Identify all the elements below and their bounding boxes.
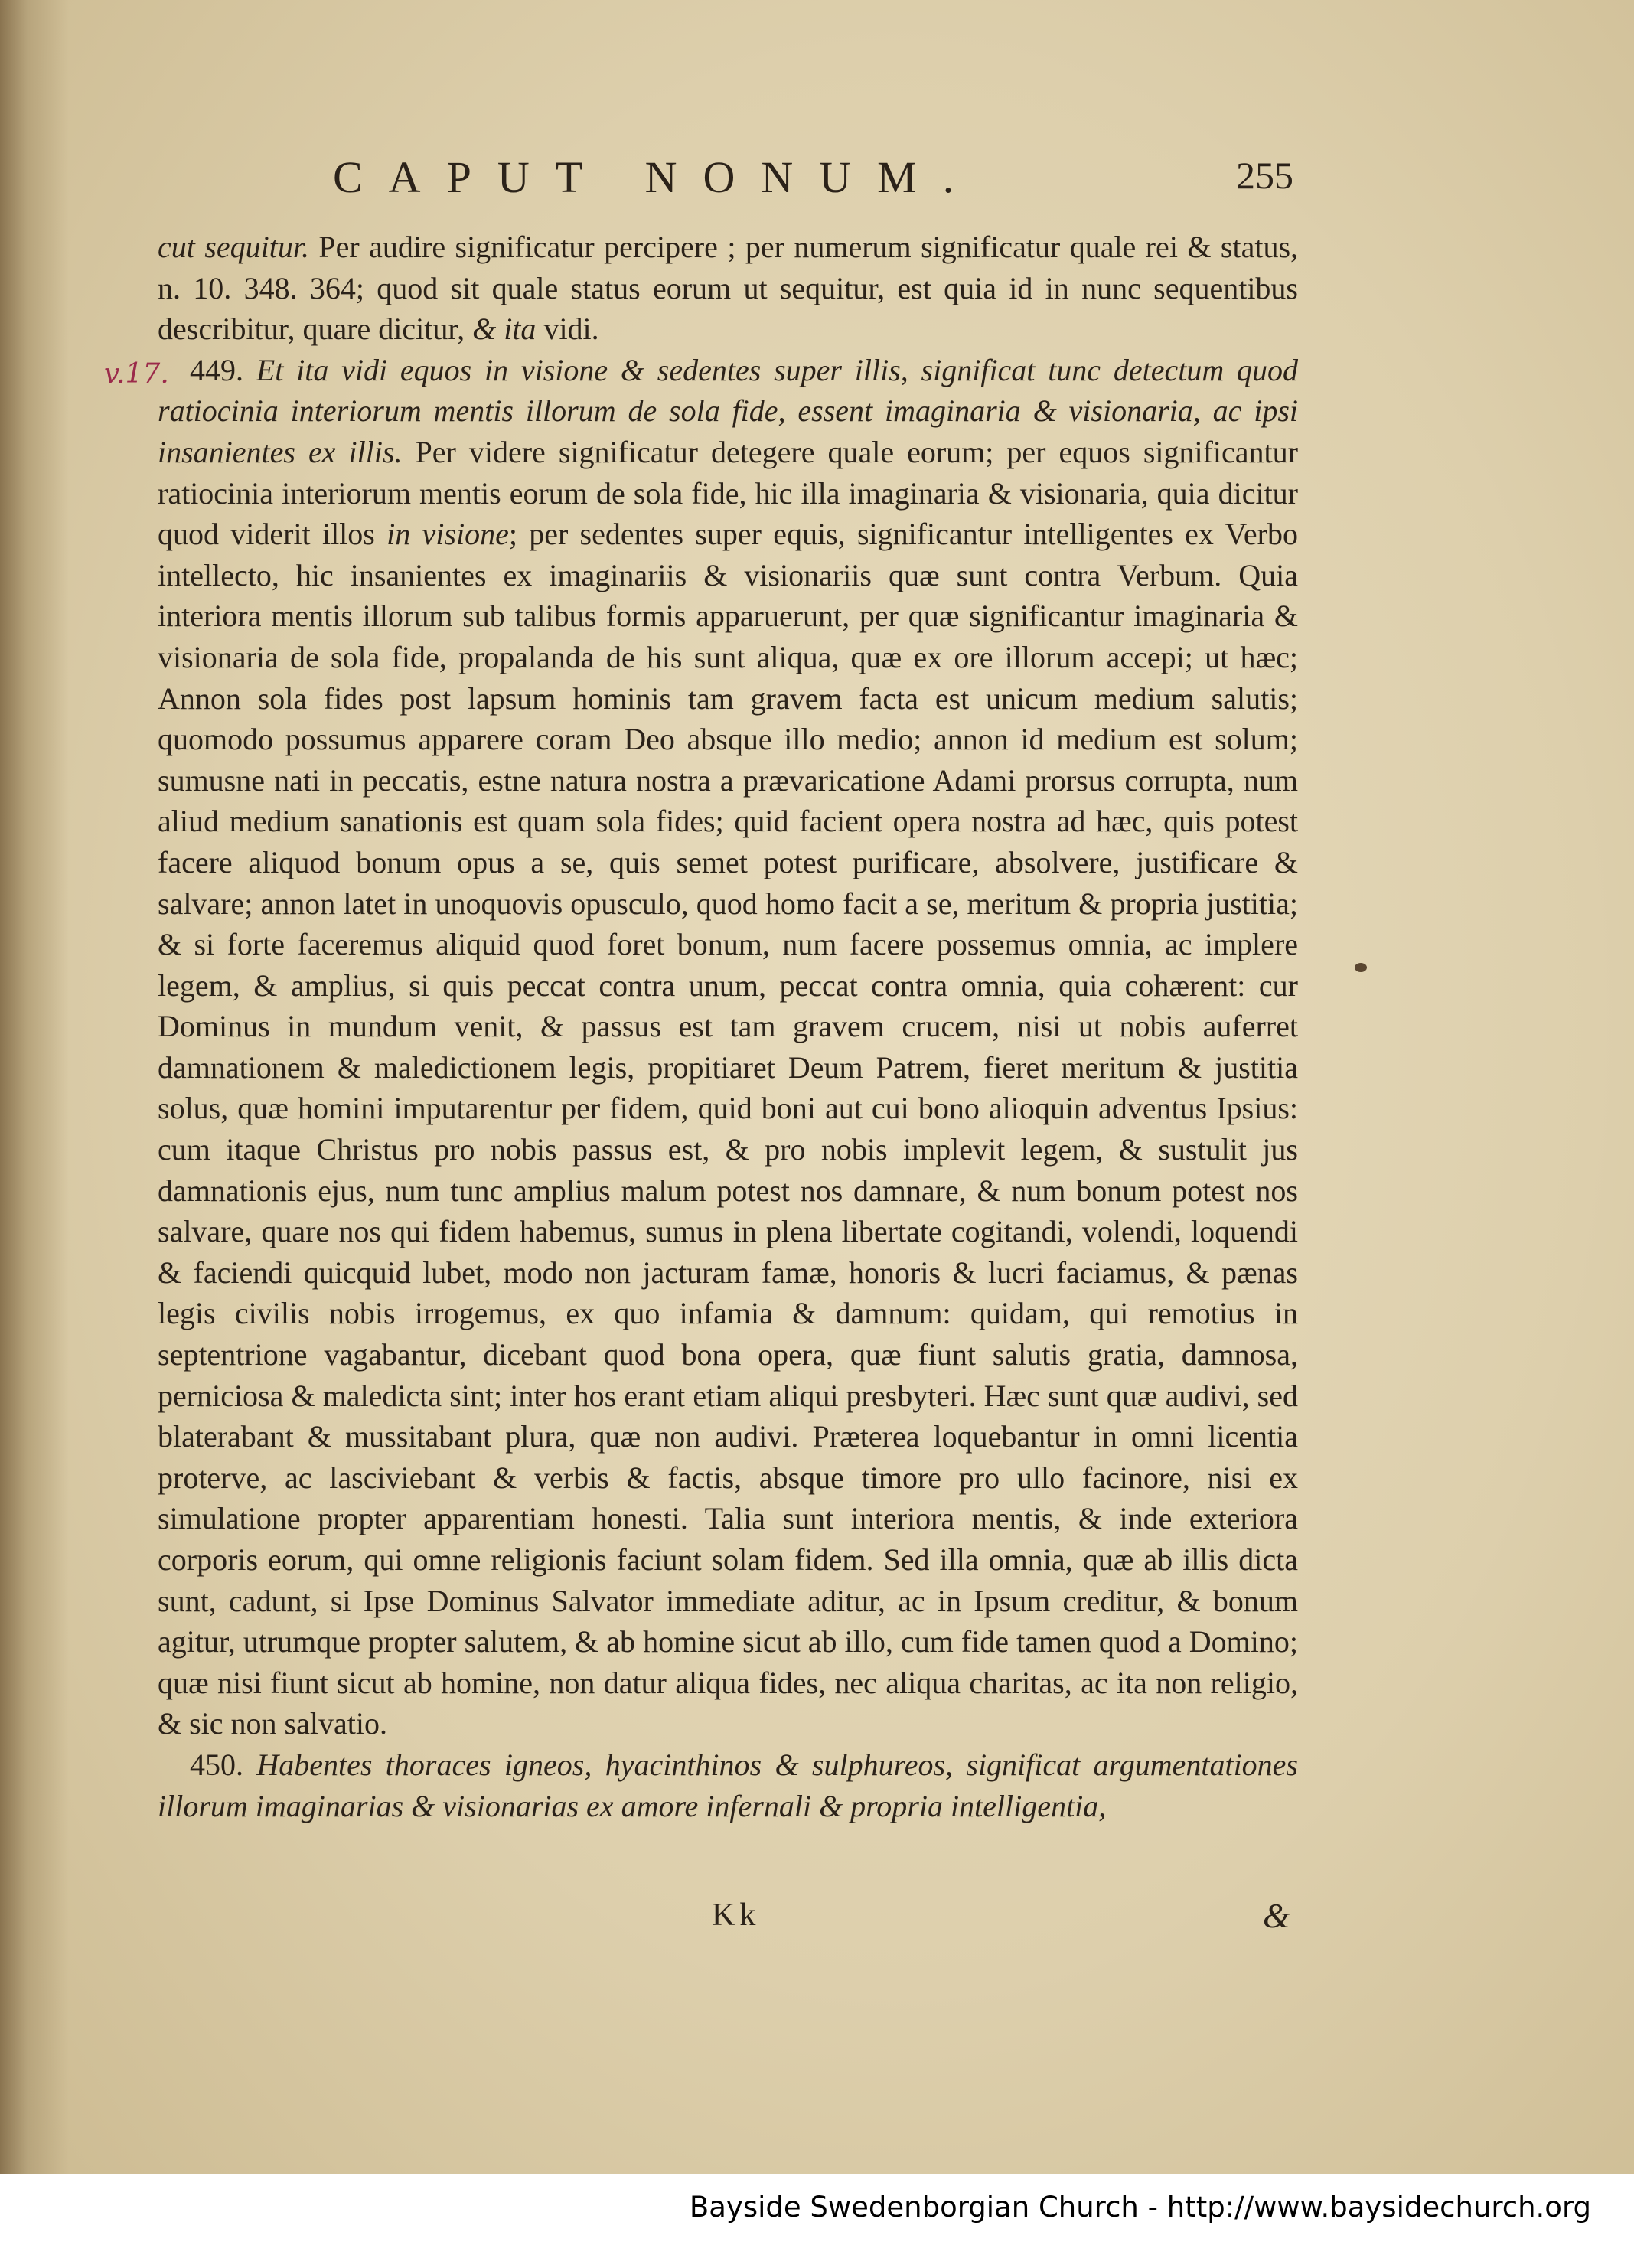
paragraph-449 — [158, 350, 1298, 1744]
paragraph-450 — [158, 1744, 1298, 1826]
paragraph-heading: Habentes thoraces igneos, hyacinthinos & sulphureos, significat argumentationes illorum imaginarias & visionarias ex amore infernali & propria intelligentia, — [158, 1747, 1298, 1823]
italic-phrase: cut sequitur. — [158, 230, 309, 264]
footer-band — [0, 2174, 1634, 2268]
page-number: 255 — [1236, 154, 1293, 197]
page-header — [161, 152, 1293, 205]
ink-spot — [1355, 963, 1367, 972]
running-title: CAPUT NONUM. — [333, 152, 980, 202]
paragraph-number: 450. — [190, 1747, 243, 1782]
paragraph-text: Per videre significatur detegere quale eorum; per equos significantur ratiocinia interiorum mentis eorum de sola fide, hic illa imaginaria & visionaria, quia dicitur quod viderit illos — [158, 434, 1298, 552]
paragraph-text: vidi. — [536, 312, 599, 347]
credit-line: Bayside Swedenborgian Church - http://www.baysidechurch.org — [689, 2191, 1591, 2224]
handwritten-margin-note: v.17. — [104, 358, 169, 390]
signature-mark: Kk — [712, 1898, 761, 1933]
paragraph-heading: Et ita vidi equos in visione & sedentes super illis, significat tunc detectum quod ratiocinia interiorum mentis illorum de sola fide, essent imaginaria & visionaria, ac ipsi insanientes ex illis. — [158, 352, 1298, 469]
catchword: & — [1263, 1896, 1290, 1935]
paragraph-text: ; per sedentes super equis, significantur intelligentes ex Verbo intellecto, hic insanientes ex imaginariis & visionariis quæ sunt contra Verbum. Quia interiora mentis illorum sub talibus formis apparuerunt, per quæ significantur imaginaria & visionaria de sola fide, propalanda de his sunt aliqua, quæ ex ore illorum accepi; ut hæc; Annon sola fides post lapsum hominis tam gravem facta est unicum medium salutis; quomodo possumus apparere coram Deo absque illo medio; annon id medium est solum; sumusne nati in peccatis, estne natura nostra a prævaricatione Adami prorsus corrupta, num aliud medium sanationis est quam sola fides; quid facient opera nostra ad hæc, quis potest facere aliquod bonum opus a se, quis semet potest purificare, absolvere, justificare & salvare; annon latet in unoquovis opusculo, quod homo facit a se, meritum & propria justitia; & si forte faceremus aliquid quod foret bonum, num facere possemus omnia, ac implere legem, & amplius, si quis peccat contra unum, peccat contra omnia, quia cohærent: cur Dominus in mundum venit, & passus est tam gravem crucem, nisi ut nobis auferret damnationem & maledictionem legis, propitiaret Deum Patrem, fieret meritum & justitia solus, quæ homini imputarentur per fidem, quid boni aut cui bono alioquin adventus Ipsius: cum itaque Christus pro nobis passus est, & pro nobis implevit legem, & sustulit jus damnationis ejus, num tunc amplius malum potest nos damnare, & num bonum potest nos salvare, quare nos qui fidem habemus, sumus in plena libertate cogitandi, volendi, loquendi & faciendi quicquid lubet, modo non jacturam famæ, honoris & lucri faciamus, & pænas legis civilis nobis irrogemus, ex quo infamia & damnum: quidam, qui remotius in septentrione vagabantur, dicebant quod bona opera, quæ fiunt salutis gratia, damnosa, perniciosa & maledicta sint; inter hos erant etiam aliqui presbyteri. Hæc sunt quæ audivi, sed blaterabant & mussitabant plura, quæ non audivi. Præterea loquebantur in omni licentia proterve, ac lasciviebant & verbis & factis, absque timore pro ullo facinore, nisi ex simulatione propter apparentiam honesti. Talia sunt interiora mentis, & inde exteriora corporis eorum, qui omne religionis faciunt solam fidem. Sed illa omnia, quæ ab illis dicta sunt, cadunt, si Ipse Dominus Salvator immediate aditur, ac in Ipsum creditur, & bonum agitur, utrumque propter salutem, & ab homine sicut ab illo, cum fide tamen quod a Domino; quæ nisi fiunt sicut ab homine, non datur aliqua fides, nec aliqua charitas, ac ita non religio, & sic non salvatio. — [158, 517, 1298, 1741]
italic-phrase: in visione — [386, 517, 509, 552]
paragraph-number: 449. — [190, 352, 243, 387]
paragraph-text: Per audire significatur percipere ; per numerum significatur quale rei & status, n. 10. 348. 364; quod sit quale status eorum ut sequitur, est quia id in nunc sequentibus describitur, quare dicitur, — [158, 230, 1299, 347]
main-text — [158, 227, 1298, 1826]
italic-phrase: & ita — [472, 312, 537, 347]
paragraph-continuation — [158, 227, 1298, 350]
binding-shadow — [0, 0, 69, 2268]
